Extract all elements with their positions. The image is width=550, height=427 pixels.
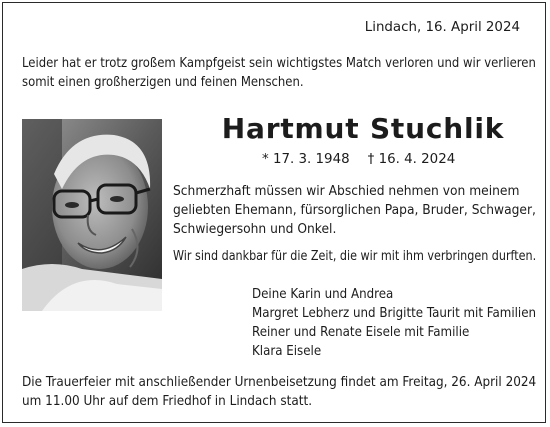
farewell-message bbox=[173, 182, 536, 239]
mourners-list bbox=[252, 285, 536, 361]
life-dates bbox=[262, 150, 455, 169]
mourner-line: Deine Karin und Andrea bbox=[252, 287, 394, 302]
mourner-line: Margret Lebherz und Brigitte Taurit mit Familien bbox=[252, 306, 537, 321]
intro-text bbox=[22, 54, 536, 92]
birth-date: * 17. 3. 1948 bbox=[262, 152, 350, 167]
death-date: † 16. 4. 2024 bbox=[367, 152, 456, 167]
message-line: Schmerzhaft müssen wir Abschied nehmen von meinem bbox=[173, 184, 520, 199]
message-line: Schwiegersohn und Onkel. bbox=[173, 222, 337, 237]
thanks-line: Wir sind dankbar für die Zeit, die wir mit ihm verbringen durften. bbox=[173, 249, 537, 264]
intro-line: somit einen großherzigen und feinen Menschen. bbox=[22, 75, 304, 90]
funeral-line: Die Trauerfeier mit anschließender Urnenbeisetzung findet am Freitag, 26. April 2024 bbox=[22, 375, 537, 390]
message-line: geliebten Ehemann, fürsorglichen Papa, Bruder, Schwager, bbox=[173, 203, 536, 218]
deceased-name: Hartmut Stuchlik bbox=[221, 112, 505, 145]
intro-line: Leider hat er trotz großem Kampfgeist sein wichtigstes Match verloren und wir verlieren bbox=[22, 56, 536, 71]
funeral-line: um 11.00 Uhr auf dem Friedhof in Lindach statt. bbox=[22, 394, 313, 409]
mourner-line: Reiner und Renate Eisele mit Familie bbox=[252, 325, 470, 340]
portrait-photo bbox=[22, 119, 162, 311]
place-date: Lindach, 16. April 2024 bbox=[364, 20, 520, 35]
funeral-info bbox=[22, 373, 536, 411]
mourner-line: Klara Eisele bbox=[252, 344, 322, 359]
